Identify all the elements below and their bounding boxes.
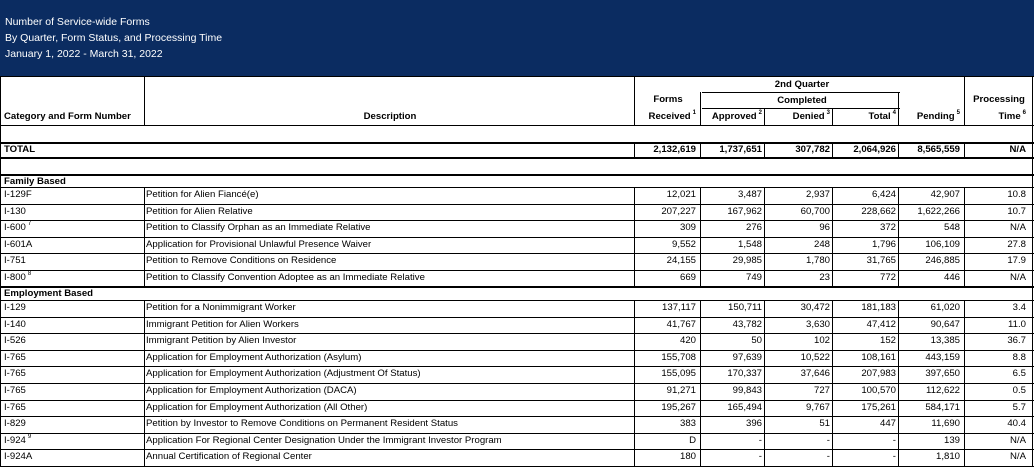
cell-pending: 13,385	[930, 335, 960, 347]
footnote-mark: 8	[27, 271, 32, 277]
form-number: I-924A	[4, 451, 33, 463]
grid-line	[832, 187, 833, 286]
form-number-cell	[4, 368, 26, 380]
cell-received: 180	[679, 451, 696, 463]
cell-pending: 1,622,266	[917, 205, 960, 217]
form-description: Petition by Investor to Remove Conditions on Permanent Resident Status	[146, 418, 458, 430]
cell-received: 9,552	[671, 238, 696, 250]
cell-received: 383	[679, 418, 696, 430]
form-number-cell	[4, 435, 31, 447]
form-description: Petition to Classify Convention Adoptee as an Immediate Relative	[146, 272, 425, 283]
form-number-cell	[4, 319, 26, 331]
form-description: Petition to Remove Conditions on Residence	[146, 255, 337, 267]
total-total: 2,064,926	[853, 144, 896, 155]
grid-line	[964, 76, 965, 125]
form-number-cell	[4, 272, 31, 284]
cell-time: N/A	[1010, 272, 1026, 283]
form-number-cell	[4, 352, 26, 364]
grid-line	[144, 300, 145, 466]
grid-line	[964, 300, 965, 466]
cell-approved: 43,782	[732, 318, 762, 330]
form-description: Application for Employment Authorization (DACA)	[146, 385, 357, 396]
cell-pending: 584,171	[925, 401, 960, 413]
form-number-cell	[4, 451, 32, 463]
form-description: Petition for Alien Fiancé(e)	[146, 189, 259, 200]
form-description: Petition for Alien Relative	[146, 205, 253, 217]
cell-received: 420	[679, 335, 696, 347]
cell-received: 24,155	[666, 255, 696, 267]
header-received: Received $^1$	[648, 110, 696, 122]
report-title-banner	[0, 0, 1034, 76]
footnote-mark: 7	[27, 221, 32, 228]
total-time: N/A	[1009, 144, 1026, 155]
cell-denied: 23	[819, 272, 830, 283]
header-approved: Approved $^2$	[711, 110, 762, 122]
form-description: Application for Employment Authorization (All Other)	[146, 401, 368, 413]
row-divider	[0, 333, 1034, 334]
cell-received: 12,021	[666, 189, 696, 200]
cell-total: -	[892, 434, 896, 446]
header-description: Description	[363, 111, 417, 122]
grid-line	[634, 76, 635, 125]
grid-line	[634, 300, 635, 466]
form-number-cell	[4, 302, 26, 314]
grid-line	[702, 92, 900, 93]
grid-line	[0, 300, 1034, 301]
cell-denied: 1,780	[805, 255, 830, 267]
cell-time: 6.5	[1012, 368, 1026, 380]
cell-approved: 170,337	[727, 368, 762, 380]
cell-approved: 396	[745, 418, 762, 430]
grid-line	[0, 187, 1034, 188]
form-number-cell	[4, 255, 26, 267]
grid-line	[700, 300, 701, 466]
cell-pending: 139	[943, 434, 960, 446]
grid-line	[964, 187, 965, 286]
cell-denied: 60,700	[800, 205, 830, 217]
header-total: Total $^4$	[868, 110, 896, 122]
cell-pending: 397,650	[925, 368, 960, 380]
grid-line	[764, 300, 765, 466]
cell-total: 108,161	[861, 351, 896, 363]
form-number: I-765	[4, 401, 26, 413]
cell-total: 1,796	[871, 238, 896, 250]
form-description: Annual Certification of Regional Center	[146, 451, 312, 463]
cell-pending: 90,647	[930, 318, 960, 330]
form-number: I-129F	[4, 189, 32, 200]
cell-denied: 9,767	[805, 401, 830, 413]
cell-time: 17.9	[1007, 255, 1026, 267]
form-description: Application for Employment Authorization (Adjustment Of Status)	[146, 368, 421, 380]
form-number-cell	[4, 385, 26, 397]
grid-line	[832, 142, 833, 159]
row-divider	[0, 449, 1034, 450]
grid-line	[144, 76, 145, 125]
grid-line	[832, 108, 833, 125]
cell-denied: 37,646	[800, 368, 830, 380]
cell-approved: 276	[745, 222, 762, 234]
form-number: I-601A	[4, 238, 33, 250]
row-divider	[0, 416, 1034, 417]
row-divider	[0, 366, 1034, 367]
grid-line	[0, 76, 1, 466]
cell-time: 27.8	[1007, 238, 1026, 250]
grid-line	[0, 125, 1034, 126]
form-description: Application for Provisional Unlawful Presence Waiver	[146, 238, 372, 250]
cell-pending: 61,020	[930, 302, 960, 313]
grid-line	[964, 142, 965, 159]
header-completed: Completed	[777, 95, 827, 106]
cell-time: 8.8	[1012, 351, 1026, 363]
cell-approved: 1,548	[737, 238, 762, 250]
grid-line	[702, 108, 900, 109]
form-description: Application For Regional Center Designation Under the Immigrant Investor Program	[146, 434, 502, 446]
form-number: I-140	[4, 318, 26, 330]
total-received: 2,132,619	[653, 144, 696, 155]
cell-pending: 106,109	[925, 238, 960, 250]
cell-pending: 112,622	[926, 385, 960, 396]
cell-received: 155,095	[661, 368, 696, 380]
footnote-mark: 9	[27, 433, 32, 440]
cell-denied: 3,630	[805, 318, 830, 330]
form-number: I-924	[4, 434, 26, 446]
report-date-range: January 1, 2022 - March 31, 2022	[5, 48, 163, 60]
cell-denied: 2,937	[805, 189, 830, 200]
cell-total: 100,570	[861, 385, 896, 396]
grid-line	[0, 76, 1034, 77]
form-description: Petition for a Nonimmigrant Worker	[146, 302, 296, 313]
cell-total: 6,424	[871, 189, 896, 200]
grid-line	[0, 174, 1034, 176]
grid-line	[898, 142, 899, 159]
cell-pending: 548	[943, 222, 960, 234]
form-number: I-751	[4, 255, 26, 267]
cell-approved: -	[758, 451, 762, 463]
cell-time: N/A	[1010, 434, 1026, 446]
cell-denied: -	[826, 451, 830, 463]
report-subtitle: By Quarter, Form Status, and Processing Time	[5, 32, 223, 44]
grid-line	[832, 300, 833, 466]
cell-received: 309	[679, 222, 696, 234]
cell-total: -	[892, 451, 896, 463]
cell-approved: 97,639	[732, 351, 762, 363]
grid-line	[0, 142, 1034, 144]
cell-denied: 727	[813, 385, 830, 396]
forms-table	[0, 76, 1034, 466]
form-number: I-129	[4, 302, 26, 313]
cell-total: 175,261	[861, 401, 896, 413]
header-quarter: 2nd Quarter	[774, 79, 830, 90]
grid-line	[0, 157, 1034, 159]
header-processing: Processing	[973, 94, 1025, 105]
cell-total: 152	[879, 335, 896, 347]
grid-line	[898, 300, 899, 466]
cell-denied: -	[826, 434, 830, 446]
cell-denied: 96	[819, 222, 830, 234]
grid-line	[764, 187, 765, 286]
total-row-label: TOTAL	[4, 144, 36, 155]
cell-pending: 1,810	[935, 451, 960, 463]
form-number-cell	[4, 206, 26, 218]
cell-time: 10.8	[1007, 189, 1026, 200]
cell-received: 195,267	[661, 401, 696, 413]
cell-approved: 3,487	[737, 189, 762, 200]
row-divider	[0, 253, 1034, 254]
cell-received: 207,227	[661, 205, 696, 217]
grid-line	[898, 92, 899, 125]
form-number: I-800	[4, 272, 26, 283]
cell-total: 47,412	[866, 318, 896, 330]
cell-approved: 99,843	[732, 385, 762, 396]
form-number-cell	[4, 239, 32, 251]
cell-approved: 29,985	[732, 255, 762, 267]
cell-received: 91,271	[666, 385, 696, 396]
form-number: I-765	[4, 351, 26, 363]
cell-total: 372	[879, 222, 896, 234]
grid-line	[634, 187, 635, 286]
header-time: Time $^6$	[998, 110, 1026, 122]
total-denied: 307,782	[795, 144, 830, 155]
grid-line	[764, 142, 765, 159]
form-number: I-829	[4, 418, 26, 430]
cell-denied: 102	[813, 335, 830, 347]
form-number-cell	[4, 418, 26, 430]
form-description: Immigrant Petition for Alien Workers	[146, 318, 299, 330]
cell-total: 228,662	[861, 205, 896, 217]
form-number: I-130	[4, 205, 26, 217]
form-number-cell	[4, 222, 31, 234]
cell-denied: 51	[819, 418, 830, 430]
cell-approved: -	[758, 434, 762, 446]
grid-line	[1032, 76, 1033, 466]
cell-received: 155,708	[661, 351, 696, 363]
cell-time: N/A	[1010, 451, 1026, 463]
grid-line	[144, 187, 145, 286]
cell-approved: 165,494	[727, 401, 762, 413]
cell-approved: 150,711	[728, 302, 762, 313]
total-pending: 8,565,559	[917, 144, 960, 155]
cell-time: 40.4	[1007, 418, 1026, 430]
cell-time: 11.0	[1008, 318, 1026, 330]
cell-time: 0.5	[1012, 385, 1026, 396]
cell-approved: 167,962	[727, 205, 762, 217]
cell-time: 5.7	[1012, 401, 1026, 413]
grid-line	[898, 187, 899, 286]
total-approved: 1,737,651	[719, 144, 762, 155]
form-description: Immigrant Petition by Alien Investor	[146, 335, 297, 347]
cell-denied: 248	[813, 238, 830, 250]
header-denied: Denied $^3$	[792, 110, 830, 122]
cell-received: 669	[679, 272, 696, 283]
form-number-cell	[4, 335, 26, 347]
row-divider	[0, 383, 1034, 384]
grid-line	[634, 142, 635, 159]
cell-denied: 30,472	[800, 302, 830, 313]
header-category: Category and Form Number	[4, 111, 131, 122]
grid-line	[700, 187, 701, 286]
cell-pending: 443,159	[925, 351, 960, 363]
grid-line	[700, 142, 701, 159]
form-number-cell	[4, 402, 26, 414]
cell-denied: 10,522	[800, 351, 830, 363]
cell-total: 772	[879, 272, 896, 283]
header-forms: Forms	[653, 94, 683, 105]
form-number-cell	[4, 189, 32, 201]
cell-time: 36.7	[1007, 335, 1026, 347]
cell-received: 41,767	[666, 318, 696, 330]
cell-total: 31,765	[866, 255, 896, 267]
form-description: Petition to Classify Orphan as an Immediate Relative	[146, 222, 371, 234]
cell-pending: 446	[943, 272, 960, 283]
form-number: I-526	[4, 335, 26, 347]
report-title: Number of Service-wide Forms	[5, 16, 150, 28]
cell-time: N/A	[1010, 222, 1026, 234]
cell-pending: 42,907	[930, 189, 960, 200]
section-employment-title: Employment Based	[4, 288, 94, 299]
cell-approved: 50	[751, 335, 762, 347]
grid-line	[764, 108, 765, 125]
cell-total: 447	[879, 418, 896, 430]
cell-time: 10.7	[1007, 205, 1026, 217]
cell-received: D	[689, 434, 696, 446]
form-number: I-765	[4, 368, 26, 380]
row-divider	[0, 270, 1034, 271]
form-number: I-765	[4, 385, 26, 396]
cell-received: 137,117	[662, 302, 696, 313]
form-number: I-600	[4, 222, 26, 234]
cell-total: 207,983	[861, 368, 896, 380]
grid-line	[700, 92, 701, 125]
cell-total: 181,183	[861, 302, 896, 313]
cell-pending: 11,690	[931, 418, 960, 430]
cell-pending: 246,885	[925, 255, 960, 267]
row-divider	[0, 220, 1034, 221]
cell-time: 3.4	[1012, 302, 1026, 313]
header-pending: Pending $^5$	[916, 110, 960, 122]
cell-approved: 749	[745, 272, 762, 283]
section-family-title: Family Based	[4, 176, 66, 187]
grid-line	[0, 286, 1034, 288]
form-description: Application for Employment Authorization (Asylum)	[146, 351, 362, 363]
